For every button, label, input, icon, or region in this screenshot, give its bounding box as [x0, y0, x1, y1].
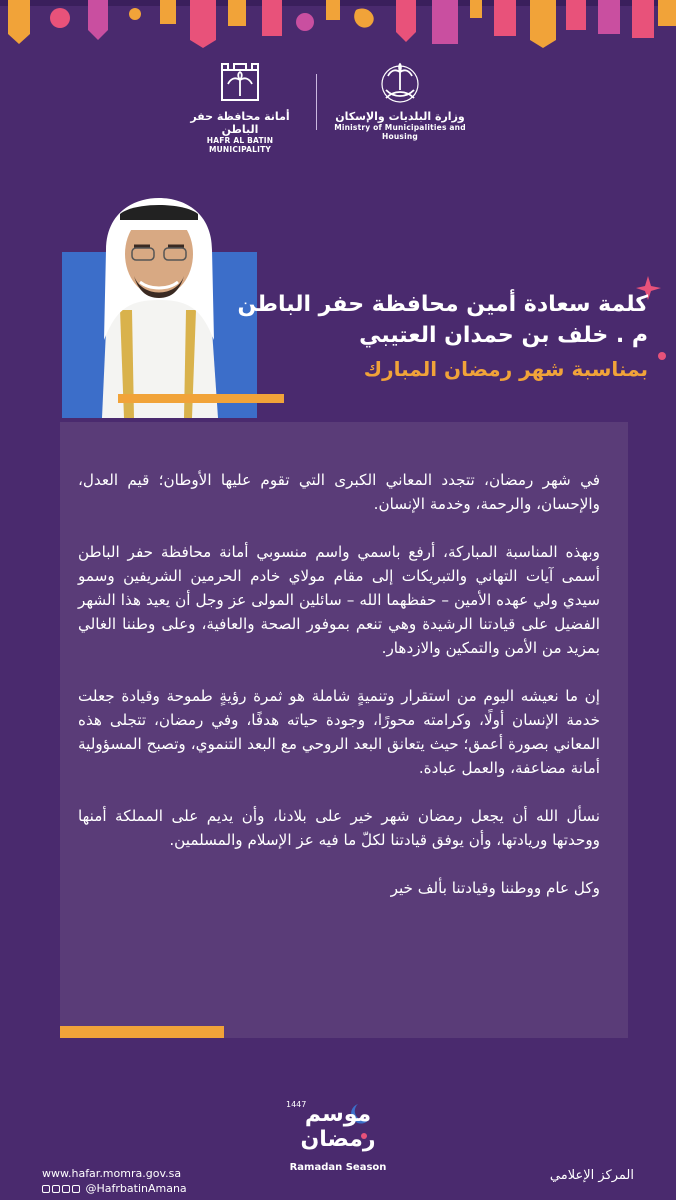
social-icons — [42, 1185, 80, 1193]
palm-swords-emblem-icon — [378, 60, 422, 104]
media-center-label: المركز الإعلامي — [549, 1168, 634, 1183]
panel-accent-bar — [60, 1026, 224, 1038]
municipality-name-en: HAFR AL BATIN MUNICIPALITY — [206, 136, 274, 154]
logo-divider — [316, 74, 317, 130]
social-row — [42, 1181, 187, 1196]
footer-contact — [42, 1166, 187, 1196]
message-panel — [60, 422, 628, 1038]
lantern-garland-icon — [0, 0, 676, 50]
ministry-name-en: Ministry of Municipalities and Housing — [334, 123, 466, 141]
x-icon[interactable] — [42, 1185, 50, 1193]
instagram-icon[interactable] — [72, 1185, 80, 1193]
ramadan-banner — [0, 0, 676, 50]
portrait-photo — [62, 190, 257, 418]
ministry-name-ar: وزارة البلديات والإسكان — [335, 110, 465, 123]
season-title-ar: موسم رمضان — [300, 1102, 376, 1152]
message-paragraph-4: نسأل الله أن يجعل رمضان شهر خير على بلادنا، وأن يديم على المملكة أمنها ووحدتها وريادتها، وأن يوفق قيادتنا لكلّ ما فيه عز الإسلام والمسلمين. — [78, 807, 600, 849]
speaker-name: م . خلف بن حمدان العتيبي — [359, 323, 648, 348]
message-paragraph-2: وبهذه المناسبة المباركة، أرفع باسمي واسم منسوبي أمانة محافظة حفر الباطن أسمى آيات التهاني والتبريكات إلى مقام مولاي خادم الحرمين الشريفين وسمو سيدي ولي عهده الأمين – حفظهما الله – سائلين المولى عز وجل أن يعيد هذا الشهر الفضيل على قيادتنا الرشيدة وهي تنعم بموفور الصحة والعافية، وعلى وطننا الغالي بمزيد من الأمن والتمكين والازدهار. — [78, 543, 600, 657]
youtube-icon[interactable] — [52, 1185, 60, 1193]
castle-palm-icon — [218, 60, 262, 104]
message-body — [78, 468, 600, 924]
municipality-name-ar: أمانة محافظة حفر الباطن — [190, 110, 290, 136]
message-paragraph-1: في شهر رمضان، تتجدد المعاني الكبرى التي تقوم عليها الأوطان؛ قيم العدل، والإحسان، والرحمة، وخدمة الإنسان. — [78, 471, 600, 513]
occasion-subtitle: بمناسبة شهر رمضان المبارك — [363, 357, 648, 381]
website-link[interactable]: www.hafar.momra.gov.sa — [42, 1167, 182, 1180]
message-paragraph-5: وكل عام ووطننا وقيادتنا بألف خير — [390, 879, 600, 897]
season-title-en: Ramadan Season — [289, 1162, 387, 1173]
page-title: كلمة سعادة أمين محافظة حفر الباطن — [237, 292, 648, 317]
message-paragraph-3: إن ما نعيشه اليوم من استقرار وتنميةٍ شاملة هو ثمرة رؤيةٍ طموحة وقيادة جعلت خدمة الإنسان أولًا، وكرامته محورًا، وجودة حياته هدفًا، وفي رمضان، تتجلى هذه المعاني بصورة أعمق؛ حيث يتعانق البعد الروحي مع البعد التنموي، وتصبح المسؤولية أمانة مضاعفة، والعمل عبادة. — [78, 687, 600, 777]
social-handle[interactable]: @HafrbatinAmana — [85, 1182, 187, 1195]
hafr-municipality-logo — [175, 60, 305, 154]
title-underline — [118, 394, 284, 403]
title-block — [237, 290, 648, 386]
ministry-logo — [330, 60, 470, 141]
ramadan-season-logo — [280, 1096, 396, 1173]
season-year: 1447 — [286, 1100, 307, 1109]
person-portrait-icon — [62, 190, 257, 418]
snapchat-icon[interactable] — [62, 1185, 70, 1193]
